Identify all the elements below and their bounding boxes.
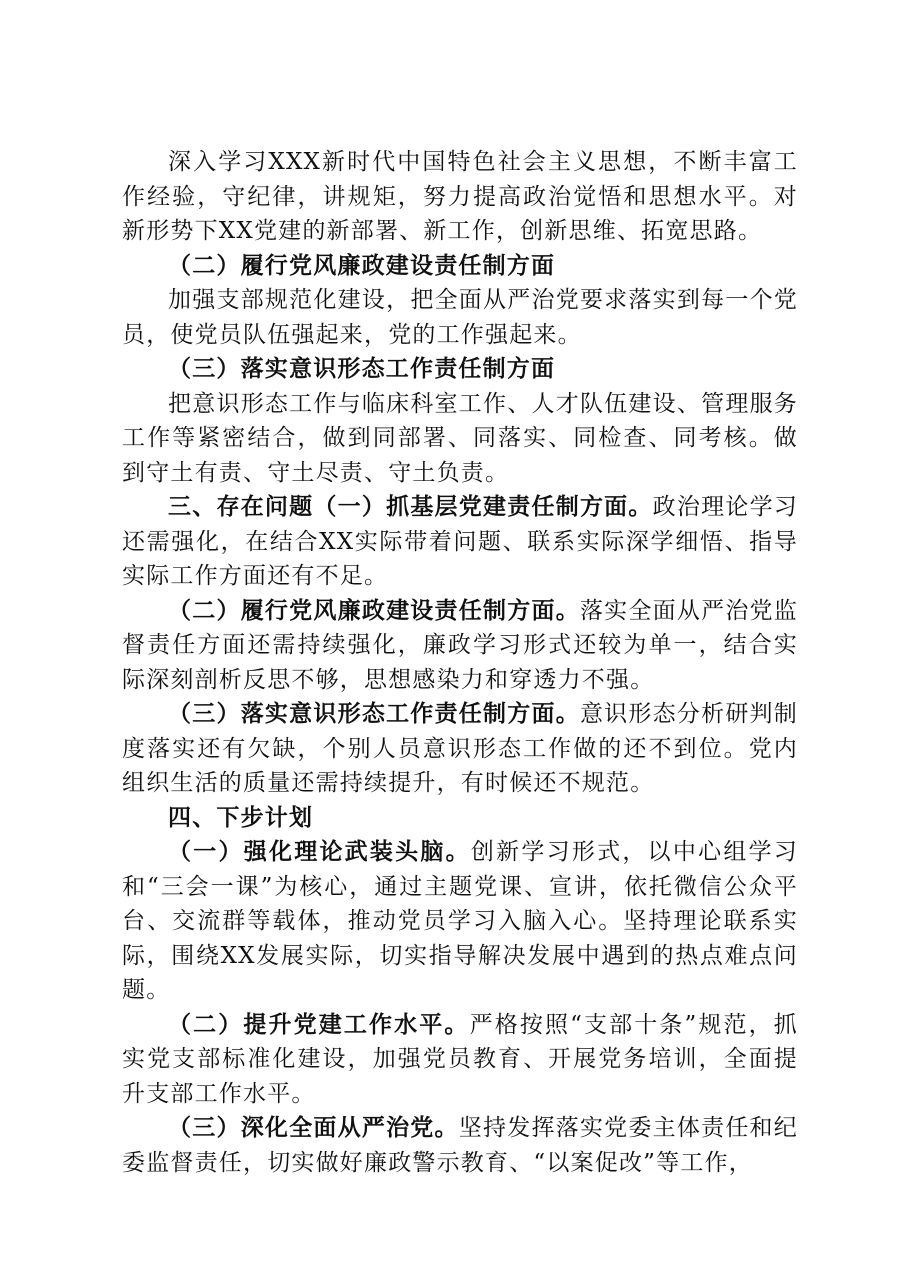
section-heading-clean-governance [122, 249, 798, 284]
paragraph-problems-grassroots [122, 490, 798, 594]
paragraph-text: 坚持发挥落实党委主体责任和纪委监督责任，切实做好廉政警示教育、“以案促改”等工作， [122, 1115, 798, 1176]
section-heading-next-plan [122, 801, 798, 836]
section-heading-ideology [122, 352, 798, 387]
paragraph-plan-strict-governance [122, 1111, 798, 1180]
heading-text: （三）落实意识形态工作责任制方面 [168, 355, 556, 382]
heading-text: （三）落实意识形态工作责任制方面。 [168, 700, 580, 727]
heading-text: （二）履行党风廉政建设责任制方面。 [168, 596, 580, 624]
paragraph-plan-party-building [122, 1008, 798, 1112]
heading-text: （二）提升党建工作水平。 [168, 1010, 470, 1038]
paragraph-study [122, 145, 798, 249]
paragraph-text: 落实全面从严治党监督责任方面还需持续强化，廉政学习形式还较为单一，结合实际深刻剖析反思不够，思想感染力和穿透力不强。 [122, 597, 798, 693]
paragraph-branch-building [122, 283, 798, 352]
document-body [122, 145, 798, 1180]
paragraph-plan-theory [122, 835, 798, 1008]
heading-text: 四、下步计划 [168, 803, 314, 831]
heading-text: （一）强化理论武装头脑。 [168, 838, 471, 865]
paragraph-text: 深入学习XXX新时代中国特色社会主义思想，不断丰富工作经验，守纪律，讲规矩，努力提高政治觉悟和思想水平。对新形势下XX党建的新部署、新工作，创新思维、拓宽思路。 [122, 149, 798, 244]
paragraph-problems-clean-governance [122, 594, 798, 698]
heading-text: （二）履行党风廉政建设责任制方面 [168, 251, 556, 279]
paragraph-text: 把意识形态工作与临床科室工作、人才队伍建设、管理服务工作等紧密结合，做到同部署、同落实、同检查、同考核。做到守土有责、守土尽责、守土负责。 [122, 390, 798, 486]
heading-text: 三、存在问题（一）抓基层党建责任制方面。 [168, 493, 653, 520]
heading-text: （三）深化全面从严治党。 [168, 1114, 459, 1141]
paragraph-text: 意识形态分析研判制度落实还有欠缺，个别人员意识形态工作做的还不到位。党内组织生活的质量还需持续提升，有时候还不规范。 [122, 701, 798, 796]
paragraph-ideology-work [122, 387, 798, 491]
paragraph-text: 政治理论学习还需强化，在结合XX实际带着问题、联系实际深学细悟、指导实际工作方面还有不足。 [122, 494, 799, 589]
paragraph-text: 创新学习形式，以中心组学习和“三会一课”为核心，通过主题党课、宣讲，依托微信公众平台、交流群等载体，推动党员学习入脑入心。坚持理论联系实际，围绕XX发展实际，切实指导解决发展中遇到的热点难点问题。 [122, 839, 798, 1003]
paragraph-text: 加强支部规范化建设，把全面从严治党要求落实到每一个党员，使党员队伍强起来，党的工作强起来。 [122, 287, 798, 348]
paragraph-text: 严格按照“支部十条”规范，抓实党支部标准化建设，加强党员教育、开展党务培训，全面提升支部工作水平。 [122, 1011, 798, 1107]
paragraph-problems-ideology [122, 697, 798, 801]
